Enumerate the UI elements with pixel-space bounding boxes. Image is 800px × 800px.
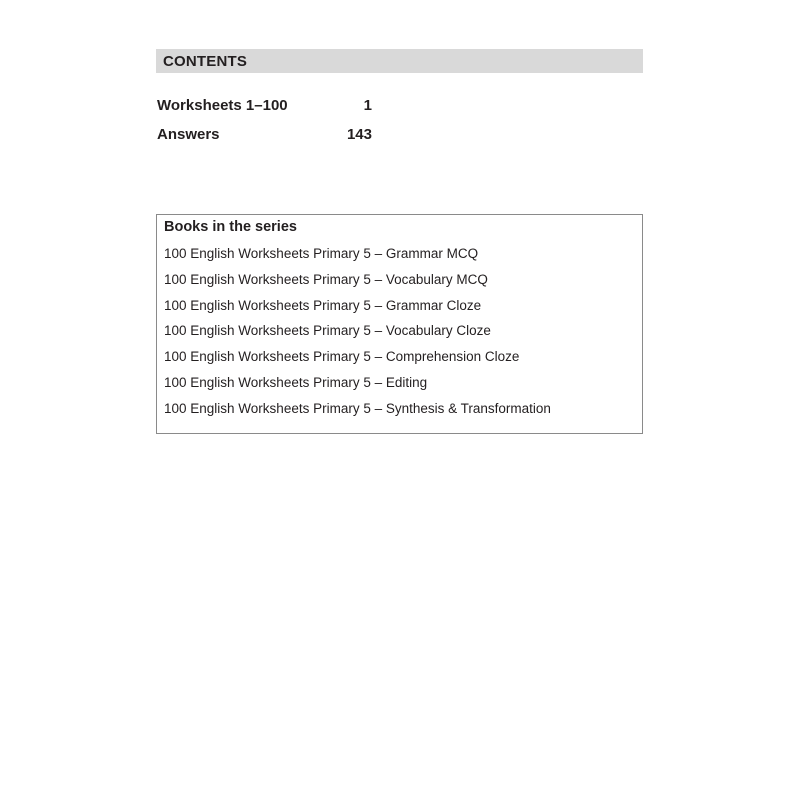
- toc-entry-page-number: 1: [363, 97, 372, 114]
- series-book-item: 100 English Worksheets Primary 5 – Grammar MCQ: [164, 246, 479, 261]
- toc-entry-label: Worksheets 1–100: [157, 97, 288, 114]
- series-book-item: 100 English Worksheets Primary 5 – Comprehension Cloze: [164, 349, 520, 365]
- series-book-item: 100 English Worksheets Primary 5 – Vocabulary Cloze: [164, 323, 491, 339]
- toc-entry-worksheets: [157, 97, 372, 117]
- toc-entry-answers: [157, 126, 372, 146]
- toc-entry-label: Answers: [157, 126, 220, 143]
- series-heading: Books in the series: [164, 219, 297, 235]
- series-book-item: 100 English Worksheets Primary 5 – Synthesis & Transformation: [164, 400, 551, 416]
- series-book-item: 100 English Worksheets Primary 5 – Editing: [164, 374, 428, 390]
- contents-title: CONTENTS: [163, 52, 248, 70]
- toc-entry-page-number: 143: [346, 126, 372, 143]
- series-book-list: [164, 245, 551, 426]
- books-in-series-box: [156, 214, 643, 434]
- contents-header-bar: [156, 49, 643, 73]
- series-book-item: 100 English Worksheets Primary 5 – Grammar Cloze: [164, 297, 482, 313]
- series-book-item: 100 English Worksheets Primary 5 – Vocabulary MCQ: [164, 271, 488, 287]
